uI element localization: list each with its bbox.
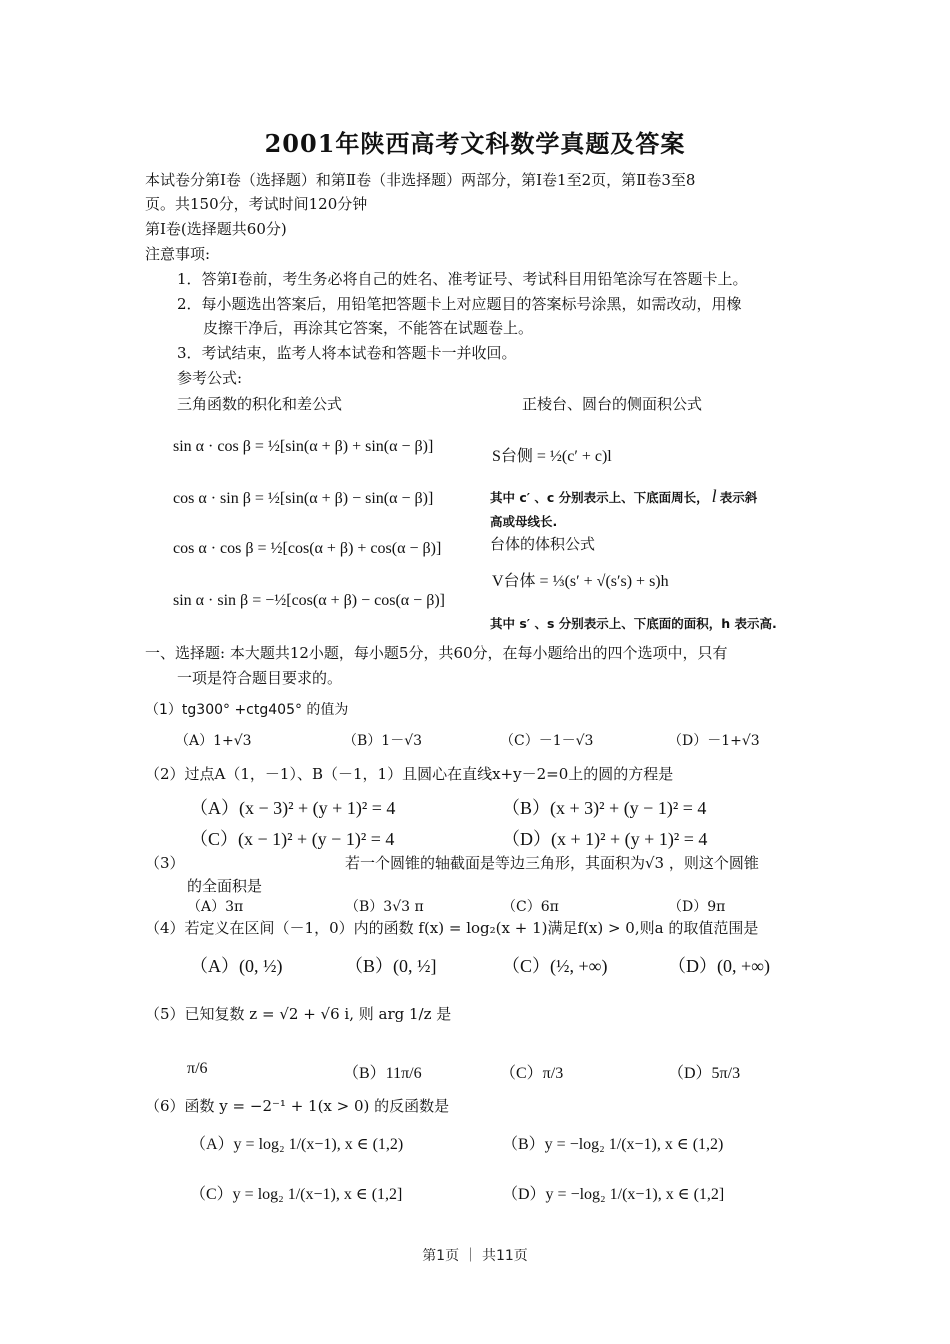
side-area-note-l: l bbox=[711, 486, 717, 506]
side-area-note bbox=[490, 486, 757, 507]
question-2-option-a: （A）(x − 3)² + (y + 1)² = 4 bbox=[190, 798, 396, 818]
side-area-note-text: 其中 c′ 、c 分别表示上、下底面周长， bbox=[490, 490, 709, 505]
question-3-option-d: （D）9π bbox=[668, 899, 726, 915]
reference-right-title: 正棱台、圆台的侧面积公式 bbox=[522, 395, 703, 413]
notice-heading: 注意事项: bbox=[145, 245, 211, 263]
question-6-stem: （6）函数 y = −2⁻¹ + 1(x > 0) 的反函数是 bbox=[145, 1097, 450, 1115]
question-2-option-b: （B）(x + 3)² + (y − 1)² = 4 bbox=[502, 798, 707, 818]
question-4-option-c: （C）(½, +∞) bbox=[502, 956, 608, 976]
reference-left-title: 三角函数的积化和差公式 bbox=[177, 395, 343, 413]
intro-line-2: 页。共150分，考试时间120分钟 bbox=[145, 195, 368, 213]
formula-side-area: S台侧 = ½(c′ + c)l bbox=[492, 448, 612, 465]
question-5-stem: （5）已知复数 z = √2 + √6 i, 则 arg 1/z 是 bbox=[145, 1005, 452, 1023]
question-4-option-d: （D）(0, +∞) bbox=[668, 956, 770, 976]
question-4-option-a: （A）(0, ½) bbox=[190, 956, 283, 976]
question-1-option-d: （D）－1+√3 bbox=[668, 733, 760, 749]
question-3-number: （3） bbox=[145, 854, 185, 872]
question-1-option-a: （A）1+√3 bbox=[175, 733, 252, 749]
question-6-option-d: （D）y = −log₂ 1/(x−1), x ∈ (1,2] bbox=[502, 1186, 725, 1203]
question-6-option-a: （A）y = log₂ 1/(x−1), x ∈ (1,2) bbox=[190, 1136, 404, 1153]
notice-item-2a: 2．每小题选出答案后，用铅笔把答题卡上对应题目的答案标号涂黑，如需改动，用橡 bbox=[177, 295, 742, 313]
question-3-option-c: （C）6π bbox=[502, 899, 559, 915]
formula-volume: V台体 = ⅓(s′ + √(s′s) + s)h bbox=[492, 573, 669, 590]
question-6-option-c: （C）y = log₂ 1/(x−1), x ∈ (1,2] bbox=[190, 1186, 403, 1203]
question-4-option-b: （B）(0, ½] bbox=[345, 956, 437, 976]
notice-item-1: 1．答第Ⅰ卷前，考生务必将自己的姓名、准考证号、考试科目用铅笔涂写在答题卡上。 bbox=[177, 270, 748, 288]
volume-title: 台体的体积公式 bbox=[490, 535, 596, 553]
question-2-stem: （2）过点A（1，－1）、B（－1，1）且圆心在直线x+y－2=0上的圆的方程是 bbox=[145, 765, 674, 783]
formula-cos-cos: cos α · cos β = ½[cos(α + β) + cos(α − β)] bbox=[173, 540, 442, 557]
question-3-option-b: （B）3√3 π bbox=[345, 899, 424, 915]
question-5-option-a: π/6 bbox=[187, 1060, 208, 1077]
question-1-stem: （1）tg300° +ctg405° 的值为 bbox=[145, 702, 349, 718]
question-2-option-d: （D）(x + 1)² + (y + 1)² = 4 bbox=[502, 829, 708, 849]
volume-note: 其中 s′ 、s 分别表示上、下底面的面积，h 表示高. bbox=[490, 616, 777, 631]
formula-cos-sin: cos α · sin β = ½[sin(α + β) − sin(α − β)] bbox=[173, 490, 434, 507]
side-area-note-tail: 表示斜 bbox=[719, 490, 758, 505]
page-title: 2001年陕西高考文科数学真题及答案 bbox=[264, 129, 686, 158]
notice-item-2b: 皮擦干净后，再涂其它答案，不能答在试题卷上。 bbox=[203, 319, 534, 337]
question-3-stem: 若一个圆锥的轴截面是等边三角形，其面积为√3 ，则这个圆锥 bbox=[345, 854, 759, 872]
question-1-option-b: （B）1－√3 bbox=[343, 733, 423, 749]
reference-formula-heading: 参考公式: bbox=[177, 369, 243, 387]
question-3-option-a: （A）3π bbox=[187, 899, 244, 915]
formula-sin-cos: sin α · cos β = ½[sin(α + β) + sin(α − β)] bbox=[173, 438, 434, 455]
question-5-option-c: （C）π/3 bbox=[500, 1065, 564, 1082]
side-area-note-line-2: 高或母线长. bbox=[490, 514, 558, 529]
question-5-option-b: （B）11π/6 bbox=[343, 1065, 422, 1082]
intro-line-3: 第Ⅰ卷(选择题共60分) bbox=[145, 220, 287, 238]
intro-line-1: 本试卷分第Ⅰ卷（选择题）和第Ⅱ卷（非选择题）两部分，第Ⅰ卷1至2页，第Ⅱ卷3至8 bbox=[145, 171, 696, 189]
question-5-option-d: （D）5π/3 bbox=[668, 1065, 741, 1082]
formula-sin-sin: sin α · sin β = −½[cos(α + β) − cos(α − β)] bbox=[173, 592, 445, 609]
section-heading-line-2: 一项是符合题目要求的。 bbox=[177, 669, 343, 687]
question-4-stem: （4）若定义在区间（－1，0）内的函数 f(x) = log₂(x + 1)满足f(x) > 0,则a 的取值范围是 bbox=[145, 919, 759, 937]
question-3-stem-line-2: 的全面积是 bbox=[187, 877, 263, 895]
section-heading-line-1: 一、选择题: 本大题共12小题，每小题5分，共60分，在每小题给出的四个选项中，只有 bbox=[145, 644, 728, 662]
question-2-option-c: （C）(x − 1)² + (y − 1)² = 4 bbox=[190, 829, 395, 849]
notice-item-3: 3．考试结束，监考人将本试卷和答题卡一并收回。 bbox=[177, 344, 517, 362]
page-footer: 第1页 ｜ 共11页 bbox=[422, 1248, 528, 1264]
question-6-option-b: （B）y = −log₂ 1/(x−1), x ∈ (1,2) bbox=[502, 1136, 724, 1153]
question-1-option-c: （C）－1－√3 bbox=[500, 733, 594, 749]
